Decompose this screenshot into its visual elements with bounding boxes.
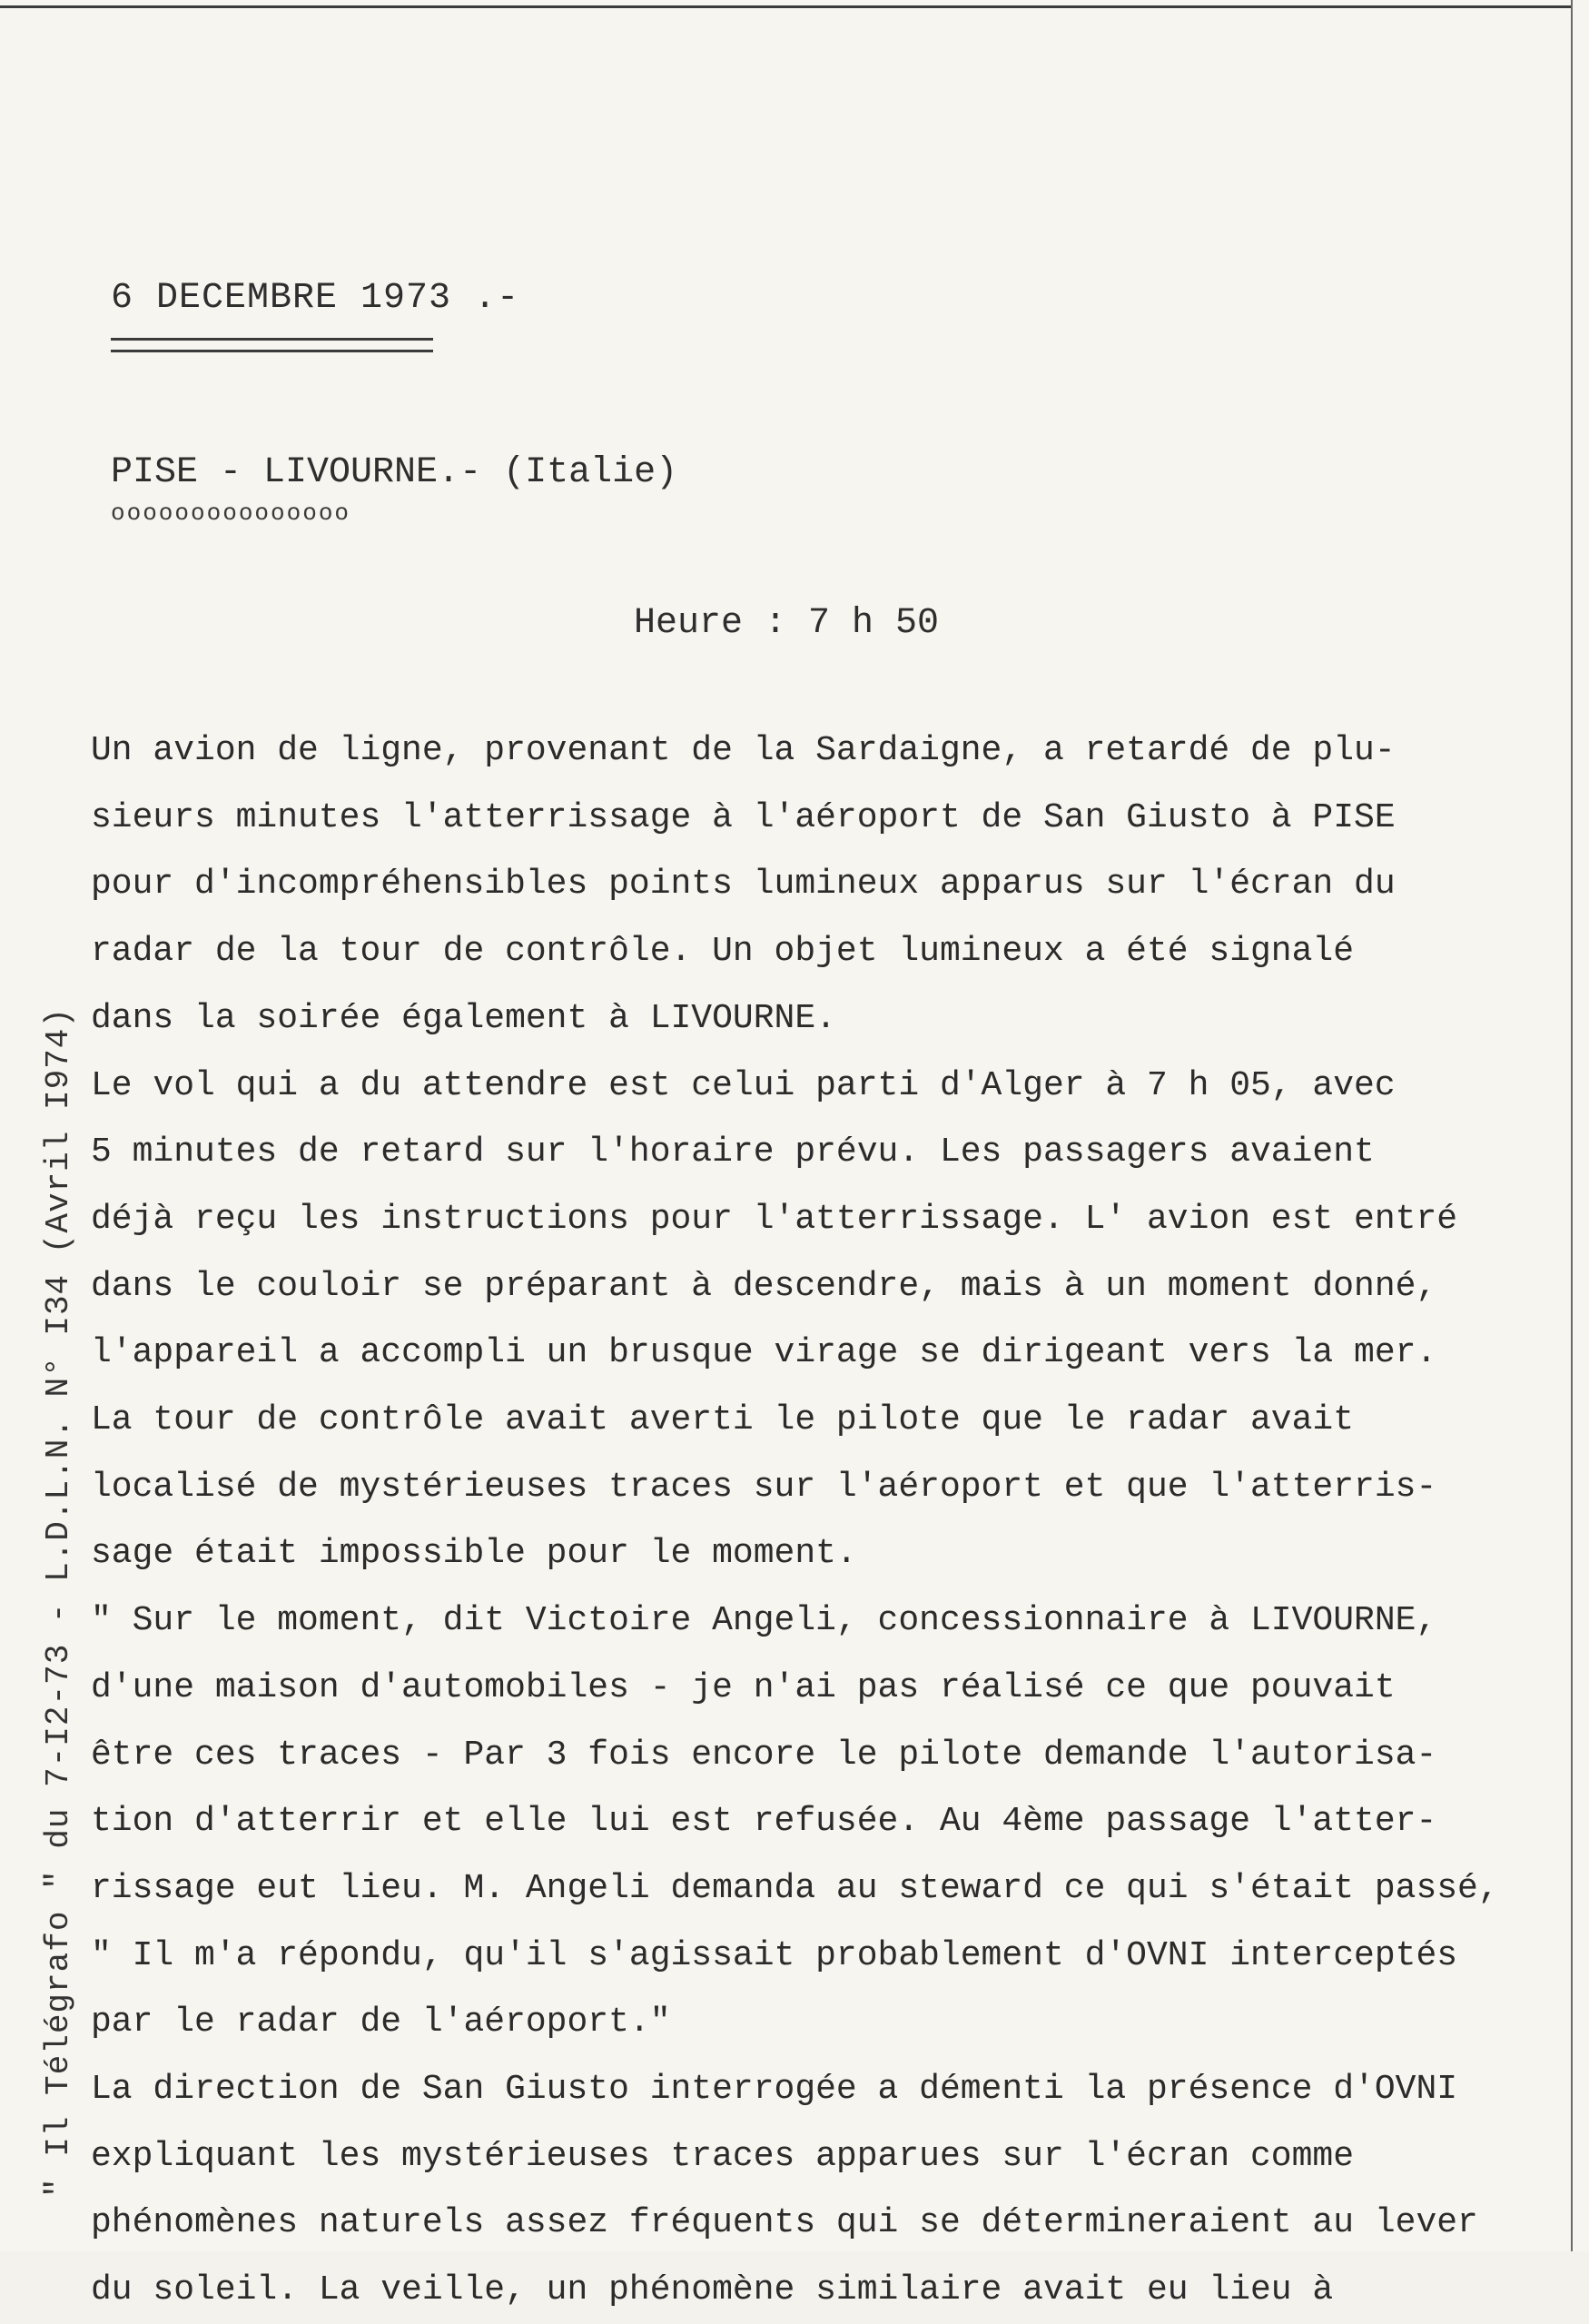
body-line: du soleil. La veille, un phénomène similaire avait eu lieu à	[91, 2270, 1334, 2310]
body-line: par le radar de l'aéroport."	[91, 2003, 671, 2042]
body-line: localisé de mystérieuses traces sur l'aéroport et que l'atterris-	[91, 1467, 1437, 1507]
body-line: radar de la tour de contrôle. Un objet lumineux a été signalé	[91, 932, 1355, 972]
place-heading: PISE - LIVOURNE.- (Italie)	[111, 452, 678, 493]
body-line: expliquant les mystérieuses traces apparues sur l'écran comme	[91, 2136, 1355, 2176]
body-line: tion d'atterrir et elle lui est refusée. Au 4ème passage l'atter-	[91, 1802, 1437, 1842]
body-line: dans la soirée également à LIVOURNE.	[91, 998, 836, 1038]
body-line: phénomènes naturels assez fréquents qui se détermineraient au lever	[91, 2203, 1478, 2243]
body-line: " Sur le moment, dit Victoire Angeli, concessionnaire à LIVOURNE,	[91, 1601, 1437, 1641]
body-line: d'une maison d'automobiles - je n'ai pas réalisé ce que pouvait	[91, 1667, 1396, 1707]
body-line: déjà reçu les instructions pour l'atterrissage. L' avion est entré	[91, 1199, 1458, 1239]
place-underline: ooooooooooooooo	[111, 499, 351, 527]
body-line: Le vol qui a du attendre est celui parti d'Alger à 7 h 05, avec	[91, 1065, 1396, 1105]
right-margin-line	[1571, 0, 1573, 2251]
date-double-underline	[111, 338, 433, 352]
body-line: Un avion de ligne, provenant de la Sardaigne, a retardé de plu-	[91, 731, 1396, 770]
body-line: 5 minutes de retard sur l'horaire prévu. Les passagers avaient	[91, 1132, 1375, 1172]
body-line: sieurs minutes l'atterrissage à l'aéroport de San Giusto à PISE	[91, 797, 1396, 837]
body-line: rissage eut lieu. M. Angeli demanda au steward ce qui s'était passé,	[91, 1868, 1499, 1908]
time-line: Heure : 7 h 50	[634, 603, 940, 644]
body-line: l'appareil a accompli un brusque virage se dirigeant vers la mer.	[91, 1333, 1437, 1373]
body-line: " Il m'a répondu, qu'il s'agissait probablement d'OVNI interceptés	[91, 1935, 1458, 1975]
body-line: La direction de San Giusto interrogée a démenti la présence d'OVNI	[91, 2070, 1458, 2110]
body-line: dans le couloir se préparant à descendre, mais à un moment donné,	[91, 1266, 1437, 1306]
source-citation-vertical: " Il Télégrafo " du 7-I2-73 - L.D.L.N. N° I34 (Avril I974)	[40, 1006, 77, 2198]
date-heading: 6 DECEMBRE 1973 .-	[111, 278, 520, 319]
body-line: être ces traces - Par 3 fois encore le pilote demande l'autorisa-	[91, 1735, 1437, 1775]
body-text	[91, 717, 1544, 2324]
body-line: sage était impossible pour le moment.	[91, 1534, 857, 1574]
top-rule	[0, 5, 1571, 8]
body-line: pour d'incompréhensibles points lumineux apparus sur l'écran du	[91, 865, 1396, 905]
body-line: La tour de contrôle avait averti le pilote que le radar avait	[91, 1400, 1355, 1440]
